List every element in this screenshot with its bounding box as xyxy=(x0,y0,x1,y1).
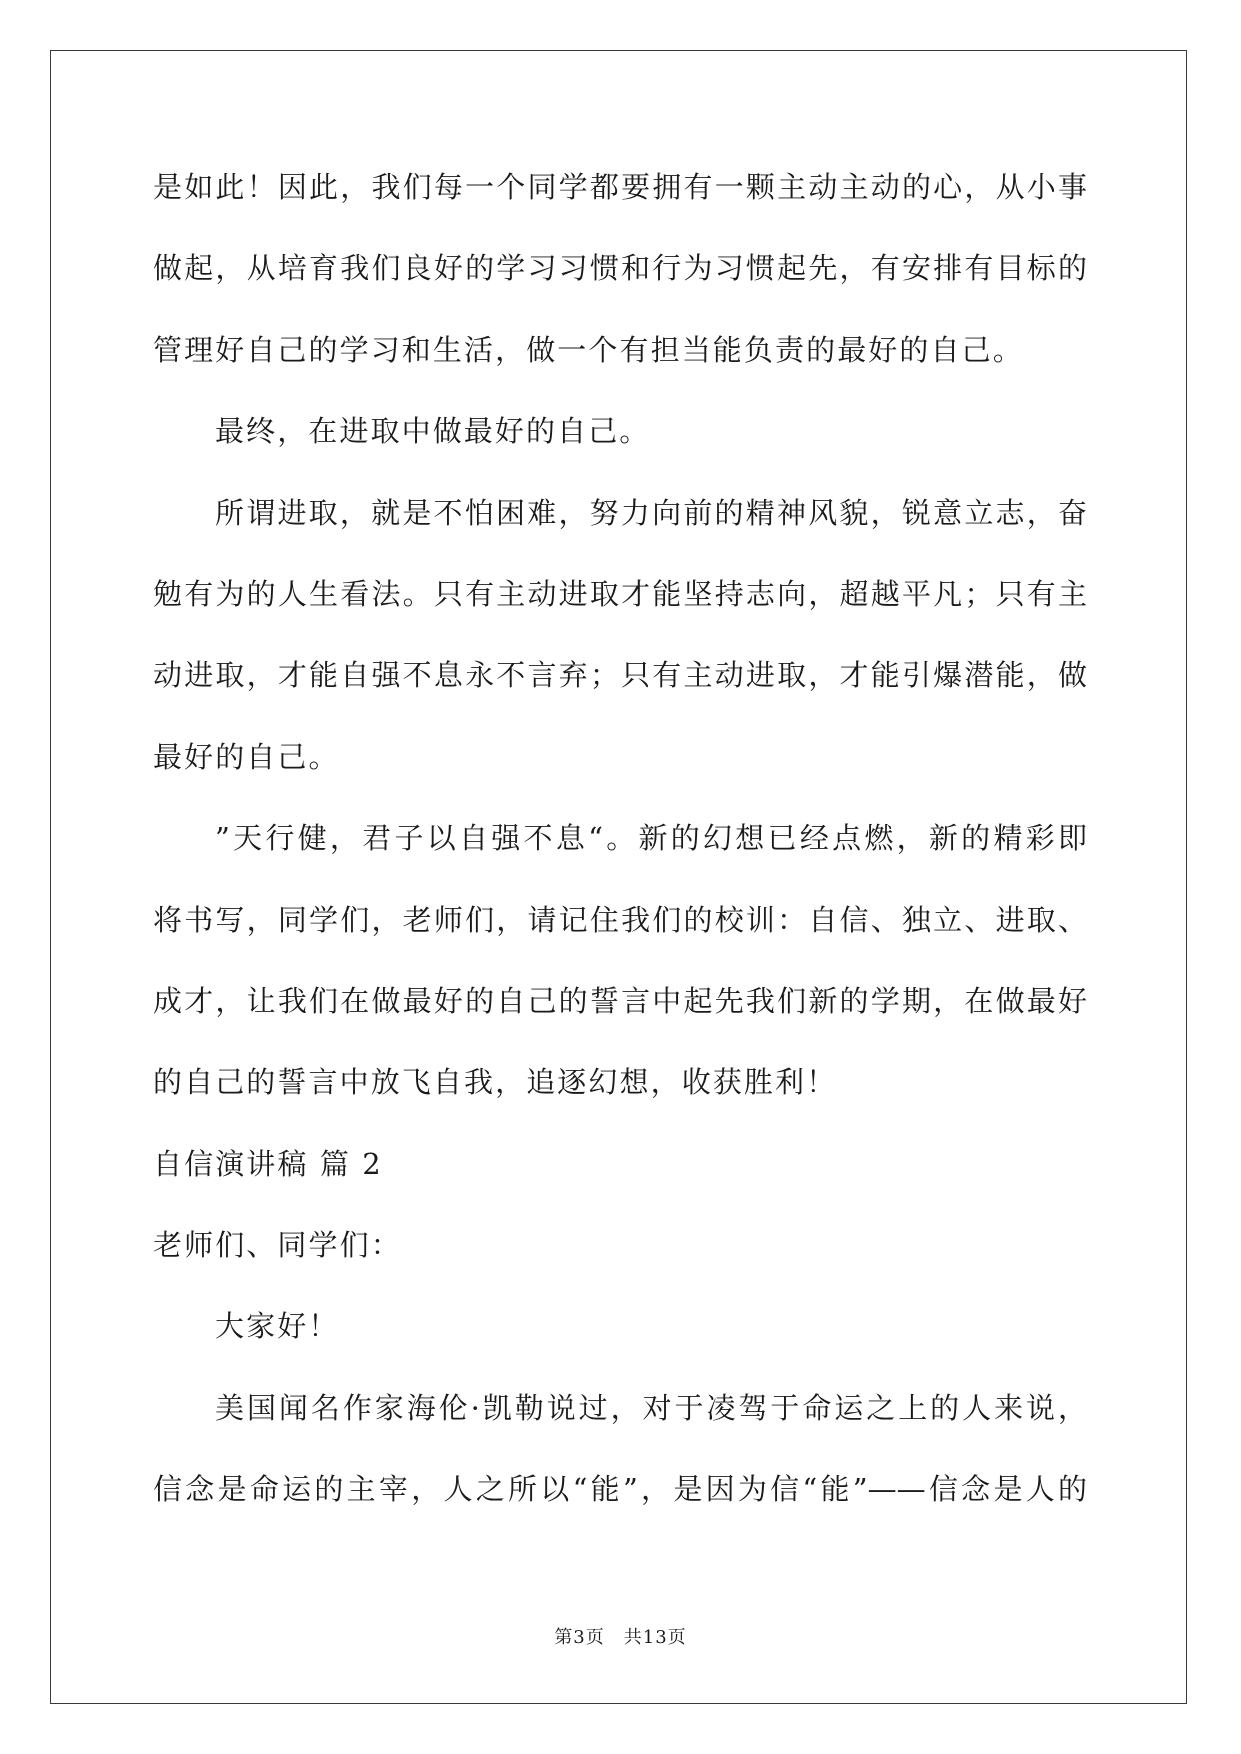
text-line: 的自己的誓言中放飞自我，追逐幻想，收获胜利！ xyxy=(153,1065,838,1100)
greeting: 大家好！ xyxy=(215,1309,340,1344)
document-body xyxy=(153,147,1087,1531)
section-heading-line: 最终，在进取中做最好的自己。 xyxy=(215,414,651,449)
text-line: 成才，让我们在做最好的自己的誓言中起先我们新的学期，在做最好 xyxy=(153,983,1087,1018)
text-line: ”天行健，君子以自强不息“。新的幻想已经点燃，新的精彩即 xyxy=(215,821,1087,856)
text-line: 信念是命运的主宰，人之所以“能”，是因为信“能”——信念是人的 xyxy=(153,1472,1087,1507)
article-title: 自信演讲稿 篇 2 xyxy=(153,1146,383,1181)
page-number-footer: 第3页 共13页 xyxy=(554,1627,687,1648)
text-line: 美国闻名作家海伦·凯勒说过，对于凌驾于命运之上的人来说， xyxy=(215,1390,1087,1425)
text-line: 是如此！因此，我们每一个同学都要拥有一颗主动主动的心，从小事 xyxy=(153,170,1087,204)
text-line: 动进取，才能自强不息永不言弃；只有主动进取，才能引爆潜能，做 xyxy=(153,658,1087,693)
text-line: 管理好自己的学习和生活，做一个有担当能负责的最好的自己。 xyxy=(153,332,1024,367)
text-line: 所谓进取，就是不怕困难，努力向前的精神风貌，锐意立志，奋 xyxy=(215,495,1087,530)
text-line: 做起，从培育我们良好的学习习惯和行为习惯起先，有安排有目标的 xyxy=(153,251,1087,286)
salutation: 老师们、同学们： xyxy=(153,1228,402,1263)
text-line: 勉有为的人生看法。只有主动进取才能坚持志向，超越平凡；只有主 xyxy=(153,576,1087,611)
text-line: 将书写，同学们，老师们，请记住我们的校训：自信、独立、进取、 xyxy=(153,902,1087,937)
text-line: 最好的自己。 xyxy=(153,739,340,774)
